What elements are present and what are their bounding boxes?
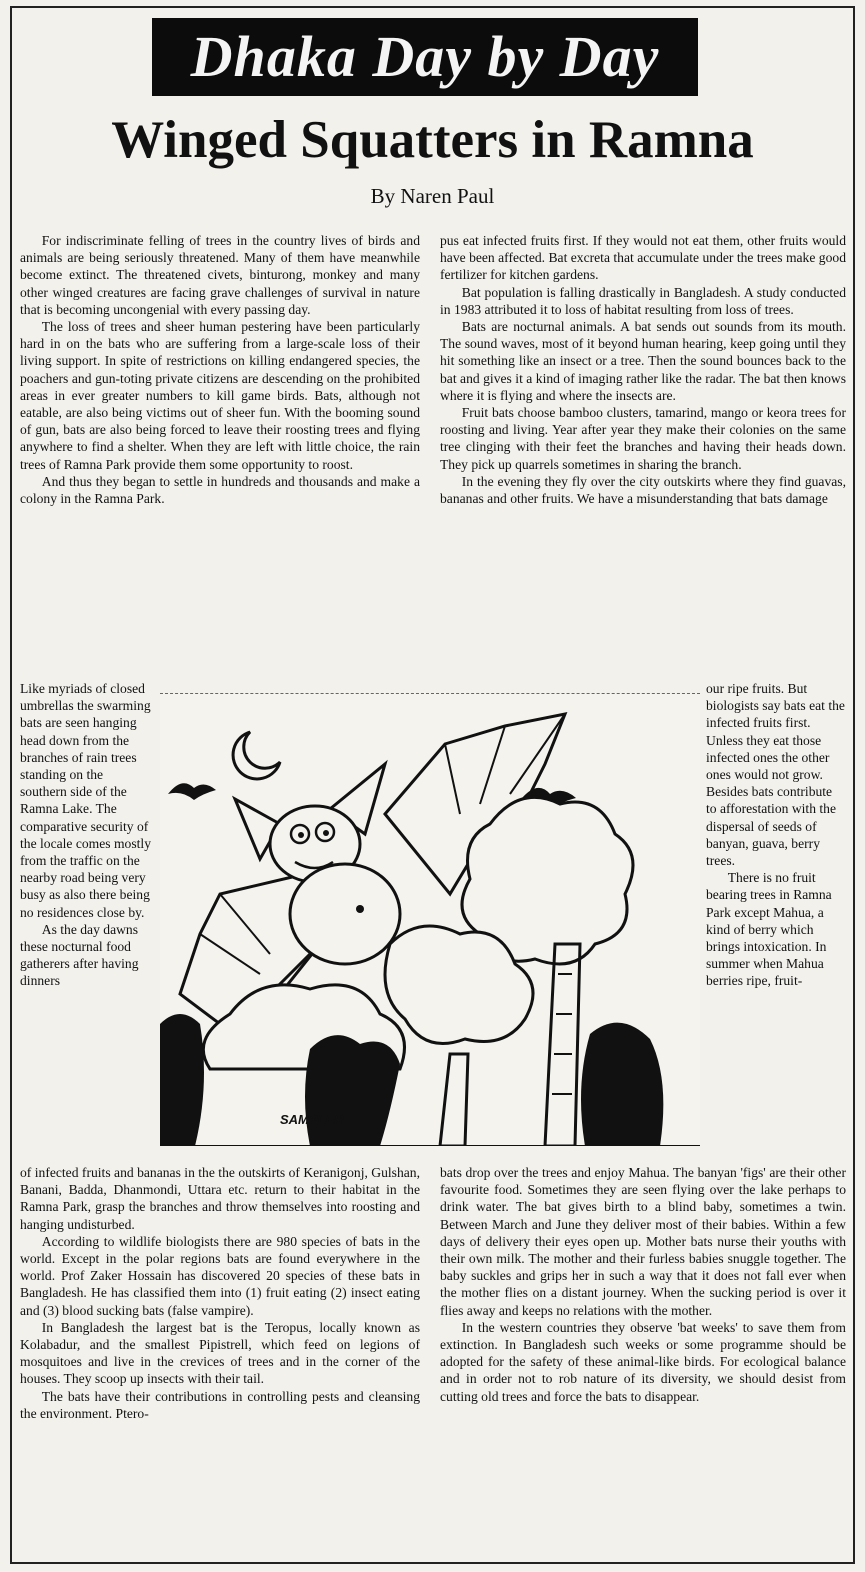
paragraph: The loss of trees and sheer human pestering have been particularly hard in on the bats who are suffering from a large-scale loss of their living support. In spite of restrictions on killing endangered species, the poachers and gun-toting private citizens are descending on the prohibited areas in ever greater numbers to kill game birds. Bats, although not eatable, are also being victims out of sheer fun. With the booming sound of gun, bats are also being forced to leave their roosting trees and flying anywhere to find a shelter. When they are left with little choice, the rain trees of Ramna Park provide them some opportunity to roost.: [20, 319, 420, 472]
paragraph: The bats have their contributions in controlling pests and cleansing the environment. Ptero-: [20, 1388, 420, 1421]
paragraph: Bats are nocturnal animals. A bat sends out sounds from its mouth. The sound waves, most of it beyond human hearing, keep going until they hit something like an insect or a tree. Then the sound bounces back to the bat and gives it a kind of imaging rather like the radar. The bat then knows where it is flying and where the insects are.: [440, 319, 846, 403]
paragraph: In the evening they fly over the city outskirts where they find guavas, bananas and other fruits. We have a misunderstanding that bats damage: [440, 473, 846, 507]
paragraph: Like myriads of closed umbrellas the swarming bats are seen hanging head down from the branches of rain trees standing on the southern side of the Ramna Lake. The comparative security of the locale comes mostly from the traffic on the nearby road being very busy as also there being no residences close by.: [20, 681, 151, 920]
left-column-top: [20, 232, 420, 507]
paragraph: pus eat infected fruits first. If they would not eat them, other fruits would have been affected. Bat excreta that accumulate under the trees make good fertilizer for kitchen gardens.: [440, 233, 846, 283]
paragraph: There is no fruit bearing trees in Ramna Park except Mahua, a kind of berry which brings intoxication. In summer when Mahua berries ripe, fruit-: [706, 870, 832, 989]
paragraph: As the day dawns these nocturnal food gatherers after having dinners: [20, 921, 139, 989]
section-banner: Dhaka Day by Day: [152, 18, 698, 96]
paragraph: of infected fruits and bananas in the the outskirts of Keranigonj, Gulshan, Banani, Badda, Dhanmondi, Uttara etc. return to their habitat in the Ramna Park, grasp the branches and throw themselves into roosting and hanging undisturbed.: [20, 1165, 420, 1232]
byline: By Naren Paul: [370, 184, 495, 208]
paragraph: Bat population is falling drastically in Bangladesh. A study conducted in 1983 attributed it to loss of habitat resulting from loss of trees.: [440, 284, 846, 317]
moon-icon: [233, 732, 280, 779]
dark-shrub: [581, 1023, 663, 1146]
tree-trunk: [440, 1054, 468, 1146]
cartoon-signature: SAMPLER: [280, 1112, 344, 1127]
narrow-right-column: [706, 680, 846, 990]
left-column-bottom: [20, 1164, 420, 1422]
right-column-bottom: [440, 1164, 846, 1405]
paragraph: According to wildlife biologists there are 980 species of bats in the world. Except in the polar regions bats are found everywhere in the world. Prof Zaker Hossain has discovered 20 species of these bats in Bangladesh. He has classified them into (1) fruit eating (2) insect eating and (3) blood sucking bats (false vampire).: [20, 1233, 420, 1318]
small-bat-icon: [168, 783, 216, 800]
bat-cartoon-drawing: [160, 694, 700, 1146]
right-column-top: [440, 232, 846, 507]
paragraph: For indiscriminate felling of trees in the country lives of birds and animals are being seriously threatened. Many of them have meanwhile become extinct. The threatened civets, binturong, monkey and many other winged creatures are facing grave challenges of survival in nature that is becoming uncongenial with every passing day.: [20, 233, 420, 317]
paragraph: In Bangladesh the largest bat is the Teropus, locally known as Kolabadur, and the smallest Pipistrell, which feed on legions of mosquitoes and live in the crevices of trees and in the corner of the houses. They scoop up insects with their tail.: [20, 1319, 420, 1387]
dark-shrub: [160, 1014, 204, 1146]
headline: Winged Squatters in Ramna: [111, 111, 754, 169]
dark-shrub: [305, 1035, 400, 1146]
bat-body: [290, 864, 400, 964]
narrow-left-column: [20, 680, 152, 990]
paragraph: And thus they began to settle in hundreds and thousands and make a colony in the Ramna Park.: [20, 473, 420, 507]
paragraph: Fruit bats choose bamboo clusters, tamarind, mango or keora trees for roosting and living. Year after year they make their colonies on the same tree clinging with their feet the branches and having their heads down. They pick up quarrels sometimes in sharing the branch.: [440, 405, 846, 472]
paragraph: our ripe fruits. But biologists say bats eat the infected fruits first. Unless they eat those infected ones the other ones would not grow. Besides bats contribute to afforestation with the dispersal of seeds of banyan, guava, berry trees.: [706, 681, 845, 869]
paragraph: bats drop over the trees and enjoy Mahua. The banyan 'figs' are their other favourite food. Sometimes they are seen flying over the lake perhaps to drink water. The bat gives birth to a blind baby, sometimes a twin. Between March and June they deliver most of their babies. Within a few days of delivery their eyes open up. Mother bats nurse their youths with their own milk. The mother and their furless babies snuggle together. The baby suckles and grips her in such a way that it does not fall ever when the mother flies on a distant journey. When the sucking period is over it flies away and keeps no relations with the mother.: [440, 1165, 846, 1318]
bat-cartoon-illustration: [160, 693, 700, 1146]
paragraph: In the western countries they observe 'bat weeks' to save them from extinction. In Bangladesh such weeks or some programme should be adopted for the safety of these animal-like birds. For ecological balance and in order not to rob nature of its diversity, we should desist from cutting old trees and force the bats to disappear.: [440, 1319, 846, 1404]
